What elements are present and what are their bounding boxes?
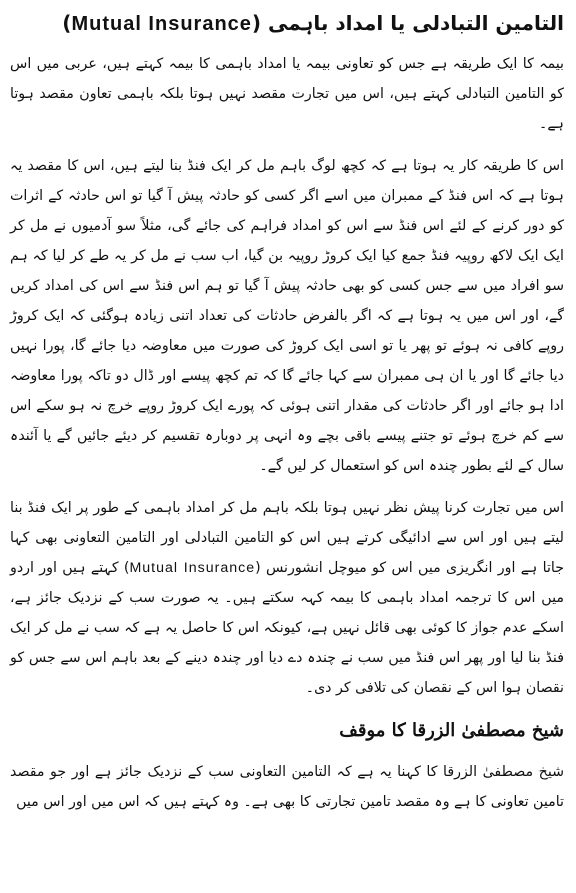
- title-urdu: التامین التبادلی یا امداد باہمی: [268, 11, 564, 35]
- paragraph-nature-english-term: Mutual Insurance: [129, 560, 256, 576]
- paragraph-nature: اس میں تجارت کرنا پیش نظر نہیں ہوتا بلکہ باہم مل کر امداد باہمی کے طور پر ایک فنڈ بنا لیتے ہیں اور اس سے ادائیگی کرتے ہیں اس کو التامین التبادلی اور التامین التعاونی بھی کہا جاتا ہے اور انگریزی میں اس کو میوچل انشورنس (Mutual Insurance) کہتے ہیں اور اردو میں اس کا ترجمہ امداد باہمی کا بیمہ کہہ سکتے ہیں۔ یہ صورت سب کے نزدیک جائز ہے، اسکے عدم جواز کا کوئی بھی قائل نہیں ہے، کیونکہ اس کا حاصل یہ ہے کہ سب نے مل کر ایک فنڈ بنا لیا اور پھر اس فنڈ میں سب نے چندہ دے دیا اور چندہ دینے کے بعد باہم اس سے جس کو نقصان ہوا اس کے نقصان کی تلافی کر دی۔: [10, 500, 565, 696]
- paragraph-zarqa-view: شیخ مصطفیٰ الزرقا کا کہنا یہ ہے کہ التامین التعاونی سب کے نزدیک جائز ہے اور جو مقصد تامین تعاونی کا ہے وہ مقصد تامین تجارتی کا بھی ہے۔ وہ کہتے ہیں کہ اس میں اور اس میں: [10, 764, 564, 810]
- paragraph-nature-text-a: اس میں تجارت کرنا پیش نظر نہیں ہوتا بلکہ باہم مل کر امداد باہمی کے طور پر ایک فنڈ بنا لیتے ہیں اور اس سے ادائیگی کرتے ہیں اس کو التامین التبادلی اور التامین التعاونی بھی کہا جاتا ہے اور انگریزی میں اس کو میوچل انشورنس: [10, 500, 565, 576]
- title-english: Mutual Insurance: [71, 13, 252, 35]
- paragraph-method: اس کا طریقہ کار یہ ہوتا ہے کہ کچھ لوگ باہم مل کر ایک فنڈ بنا لیتے ہیں، اس کا مقصد یہ ہوتا ہے کہ اس فنڈ کے ممبران میں اسے اگر کسی کو حادثہ پیش آ گیا تو اس حادثہ کے اثرات کو دور کرنے کے لئے اس فنڈ سے اس کو امداد فراہم کی جائے گی، مثلاً سو آدمیوں نے مل کر ایک ایک لاکھ روپیہ فنڈ جمع کیا ایک کروڑ روپیہ بن گیا، اب سب نے مل کر یہ طے کر لیا کہ ہم سو افراد میں سے جس کسی کو بھی حادثہ پیش آ گیا تو ہم اس فنڈ سے اس کی امداد کریں گے، اور اس میں یہ ہوتا ہے کہ اگر بالفرض حادثات کی تعداد اتنی زیادہ ہوگئی کہ ایک کروڑ روپے کافی نہ ہوئے تو پھر یا تو اسی ایک کروڑ کی صورت میں معاوضہ دیا جائے گا، پورا نہیں دیا جائے گا اور یا ان ہی ممبران سے کہا جائے گا کہ تم کچھ پیسے اور ڈال دو تاکہ پورا معاوضہ ادا ہو جائے اور اگر حادثات کی مقدار اتنی ہوئی کہ پورے ایک کروڑ روپے خرچ نہ ہو سکے اس سے کم خرچ ہوئے تو جتنے پیسے باقی بچے وہ انہی پر دوبارہ تقسیم کر دیئے جائیں گے یا آئندہ سال کے لئے بطور چندہ اس کو استعمال کر لیں گے۔: [10, 158, 564, 474]
- paragraph-nature-text-b: کہتے ہیں اور اردو میں اس کا ترجمہ امداد باہمی کا بیمہ کہہ سکتے ہیں۔ یہ صورت سب کے نزدیک جائز ہے، اسکے عدم جواز کا کوئی بھی قائل نہیں ہے، کیونکہ اس کا حاصل یہ ہے کہ سب نے مل کر ایک فنڈ بنا لیا اور پھر اس فنڈ میں سب نے چندہ دے دیا اور چندہ دینے کے بعد باہم اس سے جس کو نقصان ہوا اس کے نقصان کی تلافی کر دی۔: [10, 560, 564, 696]
- section-heading: شیخ مصطفیٰ الزرقا کا موقف: [339, 720, 564, 741]
- page-title: التامین التبادلی یا امداد باہمی (Mutual Insurance): [62, 11, 564, 35]
- paragraph-definition: بیمہ کا ایک طریقہ ہے جس کو تعاونی بیمہ یا امداد باہمی کا بیمہ کہتے ہیں، عربی میں اس کو التامین التبادلی کہتے ہیں، اس میں تجارت مقصد نہیں ہوتا بلکہ باہمی تعاون مقصد ہوتا ہے۔: [10, 56, 564, 132]
